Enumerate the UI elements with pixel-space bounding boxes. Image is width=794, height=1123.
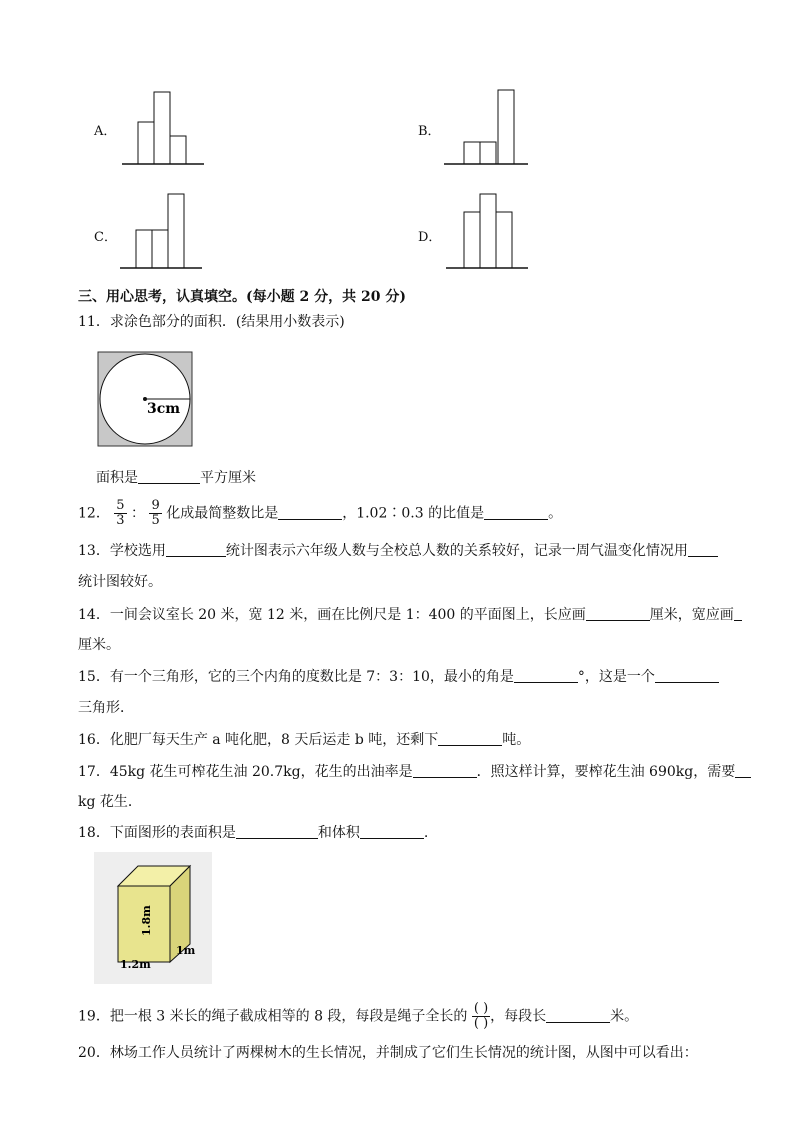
q11-figure <box>97 351 195 449</box>
q15-line1: 15．有一个三角形，它的三个内角的度数比是 7：3：10，最小的角是 °，这是一个 <box>78 666 719 686</box>
q20-text: 20．林场工作人员统计了两棵树木的生长情况，并制成了它们生长情况的统计图，从图中可以看出： <box>78 1045 698 1061</box>
q14-line1: 14．一间会议室长 20 米，宽 12 米，画在比例尺是 1：400 的平面图上，长应画 厘米，宽应画 <box>78 604 742 624</box>
q18-text: 18．下面图形的表面积是 和体积 . <box>78 825 429 841</box>
q18-depth-label: 1m <box>176 944 196 957</box>
q12-fraction-2: $\frac{9}{5}$ <box>151 498 160 528</box>
q11-answer: 面积是 平方厘米 <box>96 470 256 486</box>
section-title: 三、用心思考，认真填空。(每小题 2 分，共 20 分) <box>78 289 406 305</box>
q18-width-label: 1.2m <box>120 958 151 971</box>
q11-text: 11．求涂色部分的面积．(结果用小数表示) <box>78 314 345 330</box>
option-b-label: B． <box>418 124 441 139</box>
q17-line2: kg 花生． <box>78 794 142 810</box>
q19-fraction: $\frac{( )}{( )}$ <box>473 1001 489 1031</box>
q11-radius-label: 3cm <box>147 401 181 417</box>
q18-cuboid-figure <box>94 852 212 984</box>
q16-text: 16．化肥厂每天生产 a 吨化肥，8 天后运走 b 吨，还剩下 吨。 <box>78 732 531 748</box>
q19-text: 19．把一根 3 米长的绳子截成相等的 8 段，每段是绳子全长的 $\frac{( )}{( )}$ ，每段长 米。 <box>78 1001 639 1031</box>
q14-line2: 厘米。 <box>78 637 120 653</box>
q12-fraction-1: $\frac{5}{3}$ <box>116 498 125 528</box>
option-c-figure <box>116 190 206 272</box>
q12-text: 12． $\frac{5}{3}$ ： $\frac{9}{5}$ 化成最简整数比是 ，1.02∶0.3 的比值是 。 <box>78 498 563 528</box>
option-c-label: C． <box>94 230 117 245</box>
option-d-label: D． <box>418 230 442 245</box>
q13-line2: 统计图较好。 <box>78 574 162 590</box>
option-b-figure <box>440 86 532 168</box>
q18-height-label: 1.8m <box>140 905 153 936</box>
option-a-label: A． <box>94 124 117 139</box>
q13-line1: 13．学校选用 统计图表示六年级人数与全校总人数的关系较好，记录一周气温变化情况用 <box>78 540 718 560</box>
q15-line2: 三角形． <box>78 700 134 716</box>
option-a-figure <box>118 86 208 168</box>
q17-line1: 17．45kg 花生可榨花生油 20.7kg，花生的出油率是 ．照这样计算，要榨花生油 690kg，需要 <box>78 761 751 781</box>
option-d-figure <box>442 190 532 272</box>
